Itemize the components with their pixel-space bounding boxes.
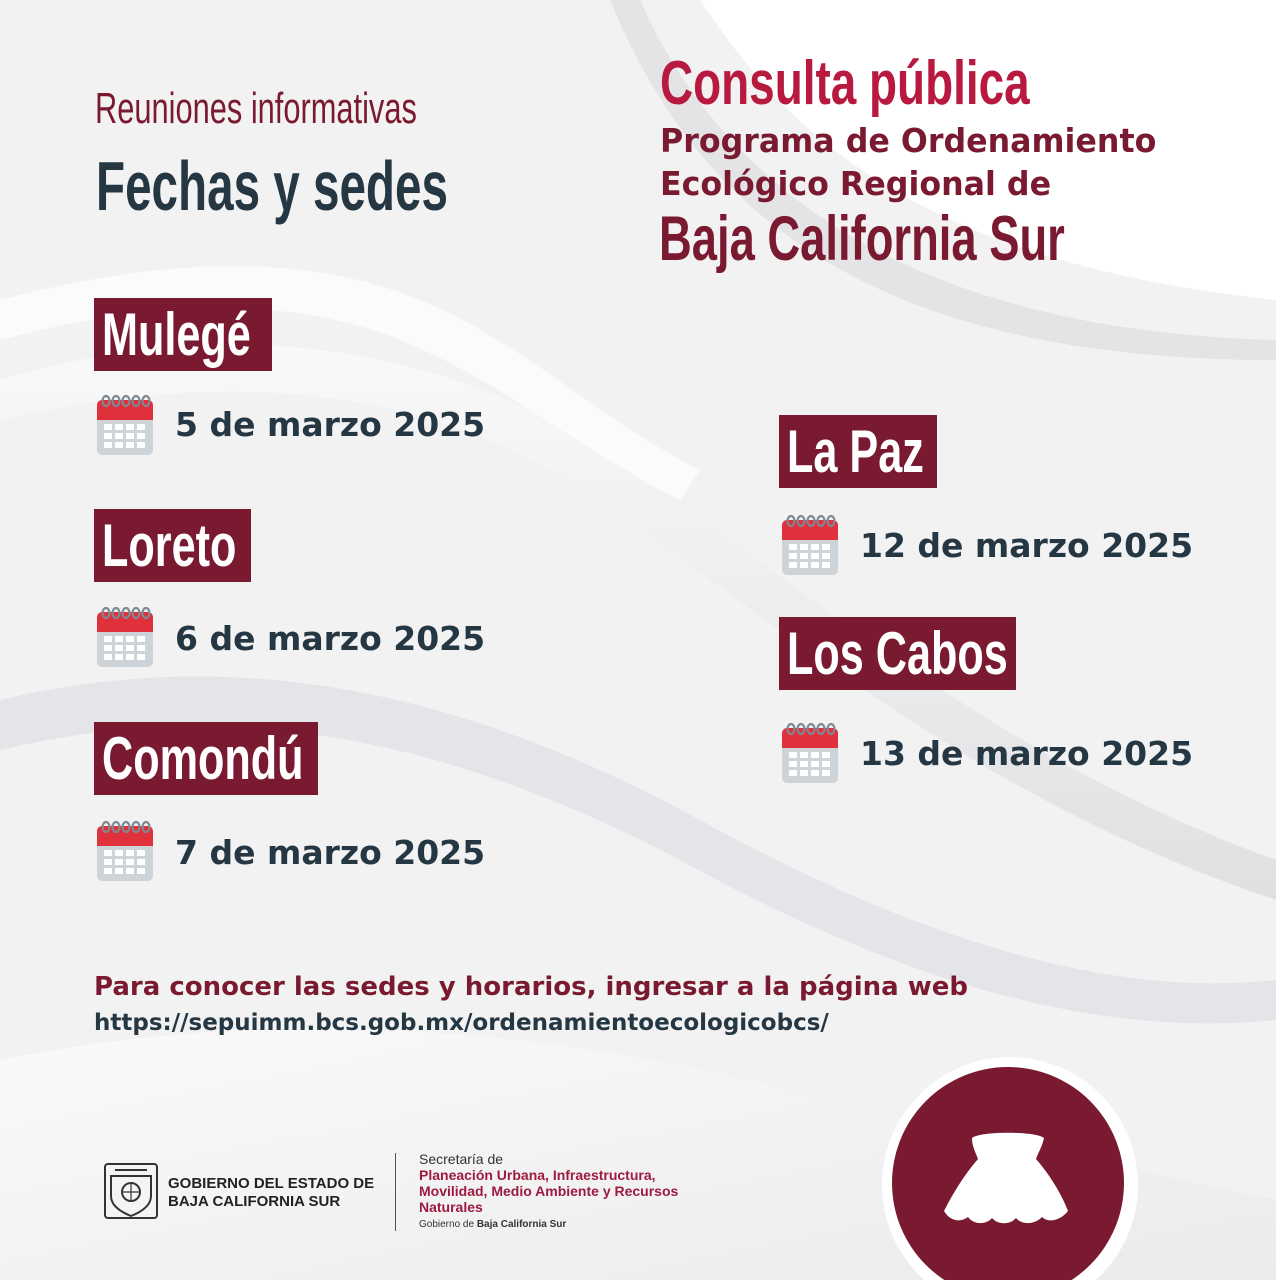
session-date: 12 de marzo 2025 — [860, 526, 1194, 565]
session-date: 5 de marzo 2025 — [175, 405, 486, 444]
place-badge-comondu — [94, 722, 318, 795]
subtitle: Reuniones informativas — [95, 84, 417, 133]
website-link[interactable]: https://sepuimm.bcs.gob.mx/ordenamientoecologicobcs/ — [94, 1010, 829, 1036]
calendar-icon — [781, 512, 839, 576]
footer-divider — [395, 1153, 396, 1231]
gov-name — [168, 1175, 374, 1211]
gov-line-2: BAJA CALIFORNIA SUR — [168, 1193, 341, 1210]
place-badge-mulege — [94, 298, 272, 371]
consulta-label: Consulta pública — [660, 49, 1030, 118]
place-badge-los-cabos — [779, 617, 1016, 690]
secretariat-gov-line — [419, 1219, 566, 1230]
session-date: 7 de marzo 2025 — [175, 833, 486, 872]
place-label: Los Cabos — [787, 620, 1008, 687]
calendar-icon — [96, 818, 154, 882]
place-label: Mulegé — [102, 301, 251, 368]
secretariat-gov-name: Baja California Sur — [476, 1219, 567, 1230]
place-label: La Paz — [787, 418, 924, 485]
gov-line-1: GOBIERNO DEL ESTADO DE — [168, 1175, 375, 1192]
region-title: Baja California Sur — [659, 204, 1065, 274]
program-line-2: Ecológico Regional de — [660, 164, 1052, 203]
secretariat-gov-prefix: Gobierno de — [419, 1219, 475, 1230]
page-title: Fechas y sedes — [96, 147, 448, 225]
calendar-icon — [96, 392, 154, 456]
session-date: 6 de marzo 2025 — [175, 619, 486, 658]
state-seal-icon — [103, 1162, 159, 1220]
place-label: Loreto — [102, 512, 237, 579]
session-date: 13 de marzo 2025 — [860, 734, 1194, 773]
place-badge-loreto — [94, 509, 251, 582]
place-badge-la-paz — [779, 415, 937, 488]
shell-emblem-icon — [880, 1055, 1140, 1280]
secretariat-prefix: Secretaría de — [419, 1151, 504, 1167]
program-line-1: Programa de Ordenamiento — [660, 121, 1157, 160]
place-label: Comondú — [102, 725, 304, 792]
calendar-icon — [781, 720, 839, 784]
calendar-icon — [96, 604, 154, 668]
cta-text: Para conocer las sedes y horarios, ingresar a la página web — [94, 972, 969, 1002]
secretariat-name: Planeación Urbana, Infraestructura, Movilidad, Medio Ambiente y Recursos Naturales — [419, 1167, 679, 1215]
